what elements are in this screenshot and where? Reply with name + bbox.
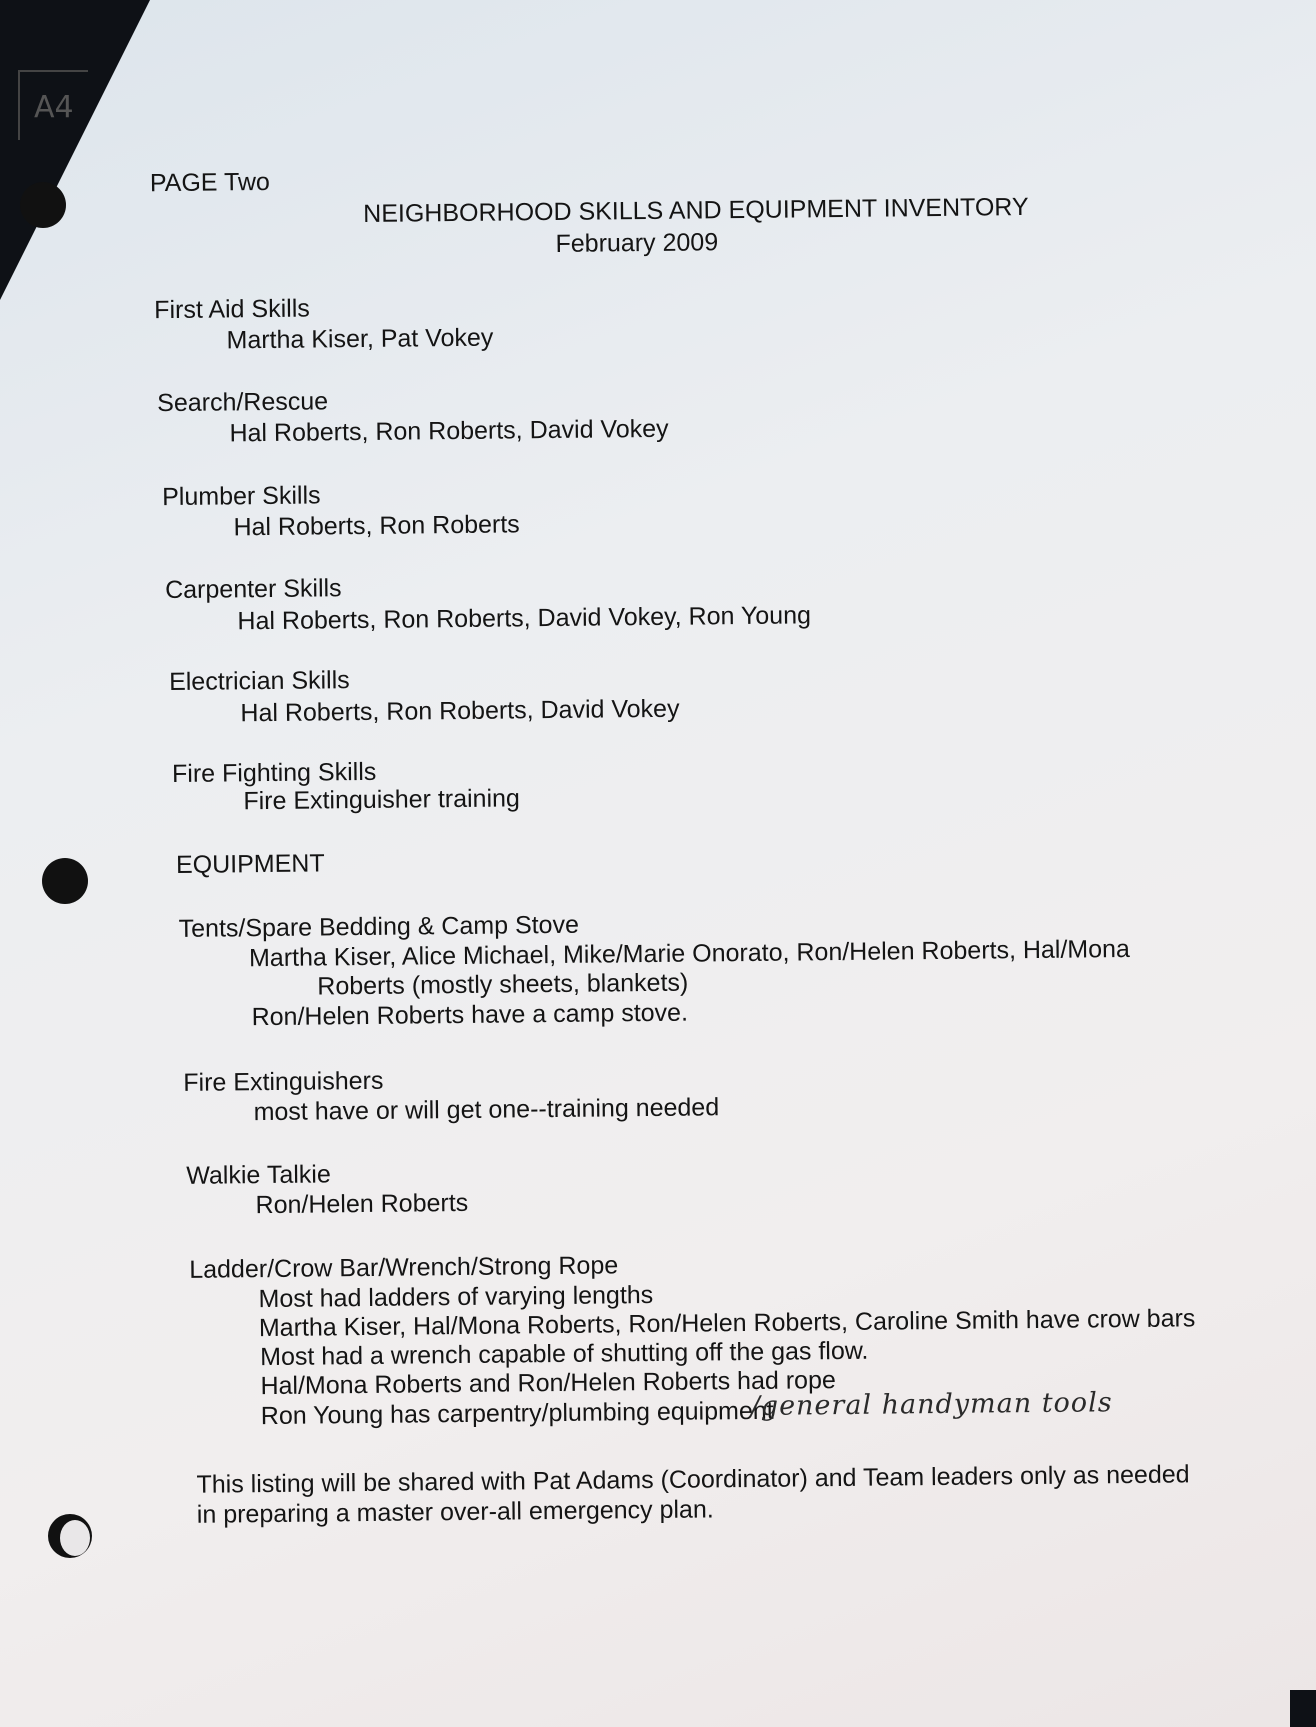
section-line: Fire Extinguisher training [243,784,521,816]
page-tab-label: A4 [18,70,88,140]
document-title: NEIGHBORHOOD SKILLS AND EQUIPMENT INVENTORY [363,193,1029,228]
section-line: Roberts (mostly sheets, blankets) [317,968,689,1001]
section-line: Hal Roberts, Ron Roberts, David Vokey [240,694,680,728]
section-heading-carpenter: Carpenter Skills [165,574,342,605]
closing-line-2: in preparing a master over-all emergency plan. [196,1495,714,1529]
section-heading-ladder: Ladder/Crow Bar/Wrench/Strong Rope [189,1251,619,1284]
section-heading-first-aid: First Aid Skills [154,294,310,325]
page-label: PAGE Two [149,167,270,198]
section-line: Most had a wrench capable of shutting off the gas flow. [260,1336,869,1372]
section-heading-plumber: Plumber Skills [162,481,321,512]
section-line: Ron/Helen Roberts [255,1188,469,1220]
section-heading-tents: Tents/Spare Bedding & Camp Stove [178,910,580,943]
closing-line-1: This listing will be shared with Pat Adams (Coordinator) and Team leaders only as needed [196,1460,1190,1499]
section-line: Ron Young has carpentry/plumbing equipment [260,1396,774,1431]
section-line: Martha Kiser, Hal/Mona Roberts, Ron/Helen Roberts, Caroline Smith have crow bars [258,1304,1196,1343]
section-line: Martha Kiser, Alice Michael, Mike/Marie Onorato, Ron/Helen Roberts, Hal/Mona [248,934,1131,973]
section-heading-walkie-talkie: Walkie Talkie [186,1160,331,1190]
section-line: Hal Roberts, Ron Roberts, David Vokey, Ron Young [237,601,812,636]
section-line: most have or will get one--training needed [253,1093,720,1127]
section-line: Hal Roberts, Ron Roberts [233,510,520,542]
section-heading-electrician: Electrician Skills [168,666,350,697]
section-heading-fire-fighting: Fire Fighting Skills [171,757,377,788]
section-line: Ron/Helen Roberts have a camp stove. [251,998,689,1032]
section-line: Hal Roberts, Ron Roberts, David Vokey [229,414,669,448]
document-date: February 2009 [555,228,719,258]
section-heading-search-rescue: Search/Rescue [157,387,329,418]
section-line: Most had ladders of varying lengths [258,1280,654,1314]
section-heading-equipment: EQUIPMENT [175,849,325,879]
section-line: Martha Kiser, Pat Vokey [226,323,494,355]
section-heading-fire-extinguishers: Fire Extinguishers [183,1066,384,1097]
handwritten-annotation: /general handyman tools [750,1387,1113,1422]
section-line: Hal/Mona Roberts and Ron/Helen Roberts had rope [260,1366,836,1401]
